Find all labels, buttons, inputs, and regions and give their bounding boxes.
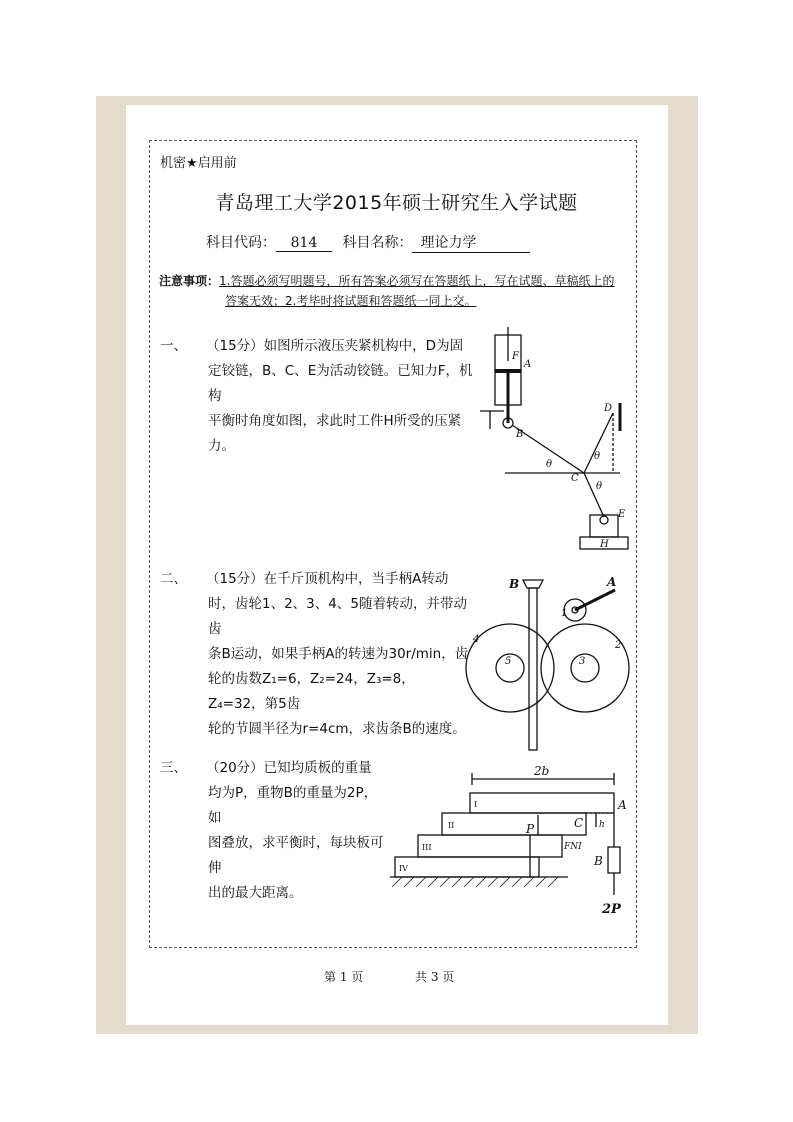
fig3-label-FN: FNI xyxy=(564,842,582,852)
q3-line-4: 出的最大距离。 xyxy=(208,885,303,901)
name-label: 科目名称： xyxy=(342,235,413,251)
fig2-label-3: 3 xyxy=(579,656,586,667)
fig1-label-A: A xyxy=(524,359,532,370)
page-number: 第 1 页 xyxy=(324,970,364,984)
q1-line-2: 定铰链，B、C、E为活动铰链。已知力F，机构 xyxy=(208,363,473,404)
fig3-label-2b: 2b xyxy=(534,765,550,778)
fig2-label-5: 5 xyxy=(505,656,512,667)
q3-line-3: 图叠放，求平衡时，每块板可伸 xyxy=(208,835,384,876)
fig3-label-h: h xyxy=(599,820,605,830)
fig1-label-H: H xyxy=(600,539,609,550)
fig3-label-A: A xyxy=(618,798,627,812)
q2-line-3: 条B运动，如果手柄A的转速为30r/min，齿 xyxy=(208,646,469,662)
fig1-label-theta-2: θ xyxy=(594,451,601,462)
q1-line-1: （15分）如图所示液压夹紧机构中，D为固 xyxy=(206,338,464,354)
fig2-label-2: 2 xyxy=(615,640,622,651)
figure-2-jack xyxy=(465,570,635,755)
fig3-plate-I: I xyxy=(474,800,478,809)
page-total: 共 3 页 xyxy=(415,970,455,984)
q3-number: 三、 xyxy=(160,760,187,776)
fig2-label-4: 4 xyxy=(473,634,480,645)
fig1-label-B: B xyxy=(516,429,524,440)
fig3-label-C: C xyxy=(574,816,584,830)
notice-line-2: 答案无效；2.考毕时将试题和答题纸一同上交。 xyxy=(225,294,477,308)
question-1 xyxy=(160,334,475,459)
notice-line-1 xyxy=(159,272,614,289)
fig3-plate-IV: IV xyxy=(399,864,408,873)
fig1-label-theta-1: θ xyxy=(546,459,553,470)
q2-number: 二、 xyxy=(160,571,187,587)
notice-label: 注意事项： xyxy=(159,274,220,288)
fig1-label-theta-3: θ xyxy=(596,481,603,492)
q3-line-1: （20分）已知均质板的重量 xyxy=(206,760,372,776)
figure-1-clamp xyxy=(480,325,630,560)
exam-title: 青岛理工大学2015年硕士研究生入学试题 xyxy=(215,192,578,214)
subject-row xyxy=(206,232,530,253)
q2-line-5: 轮的节圆半径为r=4cm，求齿条B的速度。 xyxy=(208,721,466,737)
fig1-label-C: C xyxy=(571,473,579,484)
notice-text-1: 1.答题必须写明题号，所有答案必须写在答题纸上，写在试题、草稿纸上的 xyxy=(219,274,615,288)
code-value: 814 xyxy=(276,235,332,252)
fig1-label-F: F xyxy=(512,351,519,362)
q2-line-2: 时，齿轮1、2、3、4、5随着转动，并带动齿 xyxy=(208,596,467,637)
fig3-label-2P: 2P xyxy=(602,902,621,917)
fig3-label-B: B xyxy=(594,854,603,868)
question-2 xyxy=(160,567,470,742)
name-value: 理论力学 xyxy=(412,232,530,253)
q3-line-2: 均为P，重物B的重量为2P，如 xyxy=(208,785,378,826)
fig3-label-P: P xyxy=(526,822,535,836)
fig3-plate-II: II xyxy=(448,821,455,830)
question-3 xyxy=(160,756,385,906)
fig2-label-A: A xyxy=(607,575,617,589)
fig2-label-1: 1 xyxy=(561,608,568,619)
figure-3-stacked-plates xyxy=(390,765,635,920)
code-label: 科目代码： xyxy=(206,235,276,251)
fig1-label-D: D xyxy=(604,403,613,414)
fig3-plate-III: III xyxy=(422,843,432,852)
q2-line-1: （15分）在千斤顶机构中，当手柄A转动 xyxy=(206,571,449,587)
q1-line-3: 平衡时角度如图，求此时工件H所受的压紧力。 xyxy=(208,413,462,454)
secret-mark: 机密★启用前 xyxy=(160,156,237,171)
fig2-label-B: B xyxy=(509,577,520,591)
q1-number: 一、 xyxy=(160,338,187,354)
q2-line-4: 轮的齿数Z₁=6，Z₂=24，Z₃=8，Z₄=32，第5齿 xyxy=(208,671,415,712)
fig1-label-E: E xyxy=(618,509,626,520)
